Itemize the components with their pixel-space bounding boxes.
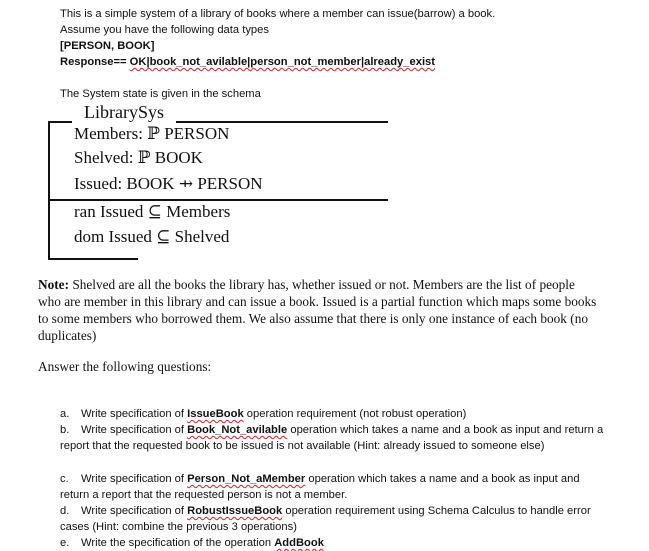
intro-line-1: This is a simple system of a library of books where a member can issue(barrow) a book. <box>60 8 496 20</box>
schema-predicate-domain: dom Issued ⊆ Shelved <box>74 227 230 246</box>
schema-declaration-shelved: Shelved: ℙ BOOK <box>74 148 203 167</box>
question-text: operation requirement using Schema Calculus to handle error cases (Hint: combine the previous 3 operations) <box>60 505 591 533</box>
schema-intro: The System state is given in the schema <box>60 88 261 100</box>
operation-name: RobustIssueBook <box>187 505 283 517</box>
note-text: Shelved are all the books the library has, whether issued or not. Members are the list of people who are member in this library and can issue a book. Issued is a partial function which maps some books to some members who borrowed them. We also assume that there is only one instance of each book (no duplicates) <box>38 277 597 343</box>
operation-name: AddBook <box>274 537 324 549</box>
question-text: Write specification of <box>81 408 188 420</box>
data-types: [PERSON, BOOK] <box>60 40 155 52</box>
operation-name: Book_Not_avilable <box>187 424 288 436</box>
question-label: c. <box>60 473 69 485</box>
question-text: operation requirement (not robust operation) <box>243 408 467 420</box>
question-b <box>60 422 605 454</box>
note-paragraph <box>38 276 598 344</box>
question-text: Write specification of <box>81 424 188 436</box>
operation-name: IssueBook <box>187 408 244 420</box>
answer-heading: Answer the following questions: <box>38 359 212 374</box>
schema-top-left-rule <box>48 121 72 123</box>
question-text: Write the specification of the operation <box>81 537 275 549</box>
question-text: operation which takes a name and a book as input and return a report that the requested person is not a member. <box>60 473 580 501</box>
question-text: Write specification of <box>81 505 188 517</box>
schema-predicate-range: ran Issued ⊆ Members <box>74 202 231 221</box>
question-label: e. <box>60 537 70 549</box>
question-text: Write specification of <box>81 473 188 485</box>
response-label: Response== <box>60 56 127 68</box>
response-definition <box>60 54 435 70</box>
schema-bottom-rule <box>48 258 138 260</box>
operation-name: Person_Not_aMember <box>187 473 306 485</box>
intro-line-2: Assume you have the following data types <box>60 24 269 36</box>
question-label: d. <box>60 505 70 517</box>
question-d <box>60 503 605 535</box>
question-e <box>60 535 605 551</box>
question-c <box>60 471 605 503</box>
question-label: b. <box>60 424 70 436</box>
note-label: Note: <box>38 277 70 292</box>
question-label: a. <box>60 408 70 420</box>
schema-declaration-issued: Issued: BOOK ⇸ PERSON <box>74 174 263 193</box>
question-a <box>60 406 605 422</box>
schema-declaration-members: Members: ℙ PERSON <box>74 124 230 143</box>
schema-name: LibrarySys <box>84 102 164 122</box>
schema-left-rule <box>48 121 50 259</box>
response-value: OK|book_not_avilable|person_not_member|already_exist <box>129 56 436 68</box>
question-text: operation which takes a name and a book as input and return a report that the requested book to be issued is not available (Hint: already issued to someone else) <box>60 424 604 452</box>
